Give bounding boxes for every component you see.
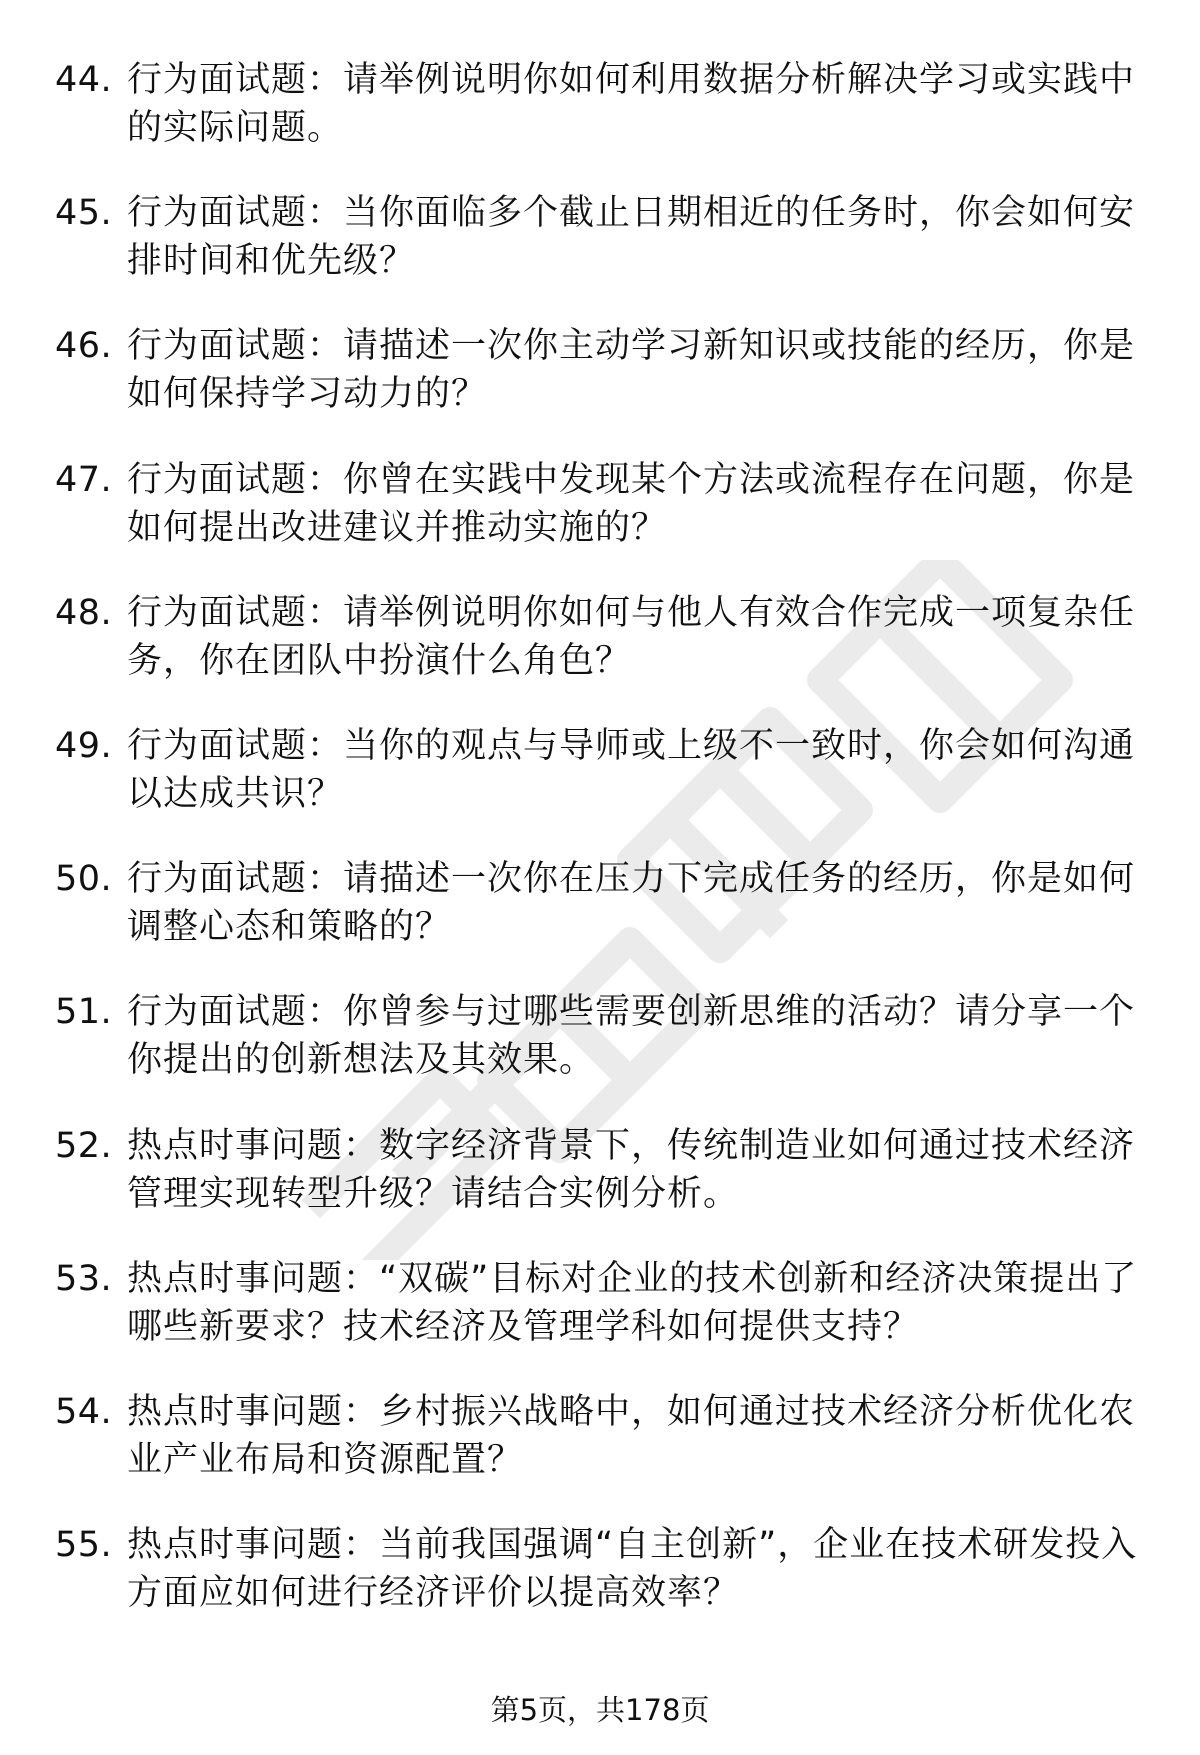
- question-item: [55, 322, 1150, 455]
- question-text: 行为面试题：当你的观点与导师或上级不一致时，你会如何沟通以达成共识？: [127, 725, 1136, 814]
- question-text: 行为面试题：当你面临多个截止日期相近的任务时，你会如何安排时间和优先级？: [127, 193, 1136, 282]
- question-number: 54.: [55, 1391, 113, 1432]
- page-footer: [0, 1690, 1200, 1730]
- question-text: 行为面试题：你曾参与过哪些需要创新思维的活动？请分享一个你提出的创新想法及其效果。: [127, 992, 1136, 1081]
- question-item: [55, 456, 1150, 589]
- question-item: [55, 855, 1150, 988]
- question-item: [55, 1388, 1150, 1521]
- question-text: 热点时事问题：当前我国强调“自主创新”，企业在技术研发投入方面应如何进行经济评价以提高效率？: [127, 1525, 1138, 1614]
- question-number: 51.: [55, 992, 113, 1033]
- question-text: 行为面试题：请描述一次你主动学习新知识或技能的经历，你是如何保持学习动力的？: [127, 326, 1136, 415]
- question-number: 44.: [55, 60, 113, 100]
- question-number: 52.: [55, 1125, 113, 1166]
- question-item: [55, 1122, 1150, 1255]
- question-item: [55, 589, 1150, 722]
- question-text: 行为面试题：请举例说明你如何利用数据分析解决学习或实践中的实际问题。: [127, 60, 1136, 148]
- question-number: 46.: [55, 326, 113, 367]
- page-number-label: 第5页，共178页: [490, 1693, 710, 1727]
- question-text: 热点时事问题：“双碳”目标对企业的技术创新和经济决策提出了哪些新要求？技术经济及管理学科如何提供支持？: [127, 1258, 1138, 1347]
- question-item: [55, 722, 1150, 855]
- question-number: 45.: [55, 193, 113, 234]
- question-number: 49.: [55, 725, 113, 766]
- question-item: [55, 56, 1150, 189]
- question-text: 行为面试题：你曾在实践中发现某个方法或流程存在问题，你是如何提出改进建议并推动实施的？: [127, 459, 1136, 548]
- question-text: 热点时事问题：数字经济背景下，传统制造业如何通过技术经济管理实现转型升级？请结合实例分析。: [127, 1125, 1136, 1214]
- question-item: [55, 189, 1150, 322]
- question-number: 48.: [55, 592, 113, 633]
- question-number: 53.: [55, 1258, 113, 1299]
- question-number: 55.: [55, 1525, 113, 1566]
- question-item: [55, 1521, 1150, 1654]
- question-list: [55, 56, 1150, 1654]
- question-text: 行为面试题：请描述一次你在压力下完成任务的经历，你是如何调整心态和策略的？: [127, 859, 1136, 948]
- question-item: [55, 988, 1150, 1121]
- question-number: 50.: [55, 859, 113, 900]
- question-text: 行为面试题：请举例说明你如何与他人有效合作完成一项复杂任务，你在团队中扮演什么角色？: [127, 592, 1136, 681]
- question-number: 47.: [55, 459, 113, 500]
- question-item: [55, 1255, 1150, 1388]
- question-text: 热点时事问题：乡村振兴战略中，如何通过技术经济分析优化农业产业布局和资源配置？: [127, 1391, 1136, 1480]
